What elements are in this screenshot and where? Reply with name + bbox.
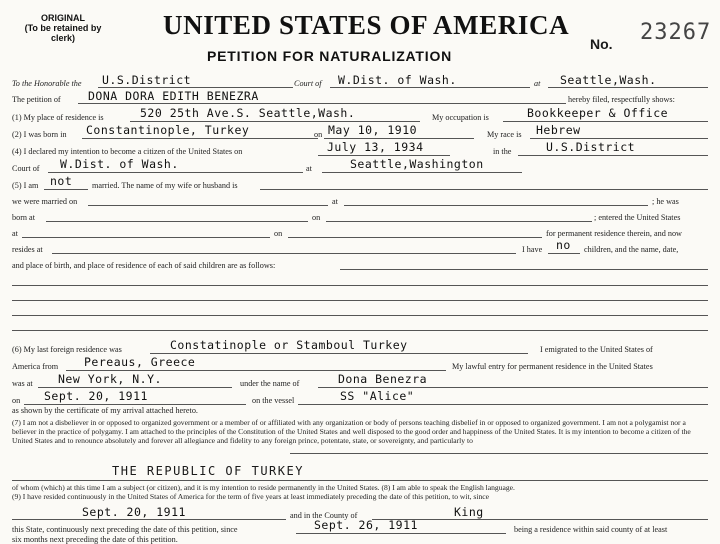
declaration-court: U.S.District — [546, 140, 636, 154]
declaration-at: Seattle,Washington — [350, 157, 484, 171]
county-label: and in the County of — [290, 511, 358, 520]
petitioner-name: DONA DORA EDITH BENEZRA — [88, 89, 259, 103]
entry-date-value: Sept. 20, 1911 — [44, 389, 148, 403]
residence-value: 520 25th Ave.S. Seattle,Wash. — [140, 106, 356, 120]
race-label: My race is — [487, 130, 522, 139]
born-on-label: on — [312, 213, 321, 222]
emigrated-label: I emigrated to the United States of — [540, 345, 653, 354]
six-months-label: six months next preceding the date of this petition. — [12, 535, 178, 544]
birthplace-label: (2) I was born in — [12, 130, 67, 139]
court-of-value: W.Dist. of Wash. — [338, 73, 457, 87]
i-have-label: I have — [522, 245, 543, 254]
declaration-in-label: in the — [493, 147, 512, 156]
entry-port-value: New York, N.Y. — [58, 372, 162, 386]
petition-of-label: The petition of — [12, 95, 61, 104]
declaration-at-label: at — [306, 164, 312, 173]
number-label: No. — [590, 36, 613, 52]
entry-on-label: on — [12, 396, 21, 405]
birthdate-on-label: on — [314, 130, 323, 139]
lawful-entry-label: My lawful entry for permanent residence in the United States — [452, 362, 653, 371]
entered-label: ; entered the United States — [594, 213, 681, 222]
petition-number: 23267 — [640, 20, 712, 45]
under-name-label: under the name of — [240, 379, 300, 388]
married-on-label: we were married on — [12, 197, 78, 206]
state-residence-label: this State, continuously next preceding the date of this petition, since — [12, 525, 238, 534]
born-at-label: born at — [12, 213, 35, 222]
intention-paragraph: of whom (which) at this time I am a subject (or citizen), and it is my intention to reside permanently in the United States. (8) I am able to speak the English language. — [12, 483, 515, 492]
entered-at-label: at — [12, 229, 18, 238]
residence-label: (1) My place of residence is — [12, 113, 104, 122]
document-subtitle: PETITION FOR NATURALIZATION — [207, 48, 453, 64]
county-value: King — [454, 505, 484, 519]
court-at-label: at — [534, 79, 541, 88]
foreign-residence-label: (6) My last foreign residence was — [12, 345, 122, 354]
residence-since-value: Sept. 20, 1911 — [82, 505, 186, 519]
was-at-label: was at — [12, 379, 33, 388]
declaration-court-of: W.Dist. of Wash. — [60, 157, 179, 171]
declaration-court-label: Court of — [12, 164, 40, 173]
retain-label: (To be retained by — [24, 23, 102, 33]
clerk-label: clerk) — [50, 33, 76, 43]
being-residence-label: being a residence within said county of at least — [514, 525, 668, 534]
vessel-value: SS "Alice" — [340, 389, 415, 403]
original-label: ORIGINAL — [41, 13, 85, 23]
original-stamp — [8, 13, 118, 43]
children-count: no — [556, 238, 571, 252]
emigrated-from-value: Pereaus, Greece — [84, 355, 196, 369]
residence-duration-paragraph: (9) I have resided continuously in the United States of America for the term of five years at least immediately preceding the date of this petition, to wit, since — [12, 492, 489, 501]
resides-at-label: resides at — [12, 245, 43, 254]
declaration-date: July 13, 1934 — [327, 140, 424, 154]
children-text: children, and the name, date, — [584, 245, 679, 254]
declaration-label: (4) I declared my intention to become a citizen of the United States on — [12, 147, 243, 156]
to-label: To the Honorable the — [12, 79, 82, 88]
court-type: U.S.District — [102, 73, 192, 87]
occupation-value: Bookkeeper & Office — [527, 106, 669, 120]
married-at-label: at — [332, 197, 338, 206]
he-was-label: ; he was — [652, 197, 679, 206]
marital-label: (5) I am — [12, 181, 39, 190]
marital-value: not — [50, 174, 73, 188]
perm-res-label: for permanent residence therein, and now — [546, 229, 682, 238]
birthdate-value: May 10, 1910 — [328, 123, 418, 137]
renounced-country: THE REPUBLIC OF TURKEY — [112, 464, 304, 478]
entry-name-value: Dona Benezra — [338, 372, 428, 386]
court-of-label: Court of — [294, 79, 322, 88]
certificate-label: as shown by the certificate of my arrival attached hereto. — [12, 406, 198, 415]
court-at-value: Seattle,Wash. — [560, 73, 657, 87]
occupation-label: My occupation is — [432, 113, 489, 122]
children-place-label: and place of birth, and place of residence of each of said children are as follows: — [12, 261, 276, 270]
race-value: Hebrew — [536, 123, 581, 137]
petition-suffix: hereby filed, respectfully shows: — [568, 95, 675, 104]
entered-on-label: on — [274, 229, 283, 238]
america-from-label: America from — [12, 362, 59, 371]
allegiance-paragraph: (7) I am not a disbeliever in or opposed to organized government or a member of or affiliated with any organization or body of persons teaching disbelief in or opposed to organized government. I am not a polygamist nor a believer in the practice of polygamy. I am attached to the principles of the Constitution of the United States and well disposed to the good order and happiness of the United States. It is my intention to become a citizen of the United States and to renounce absolutely and forever all allegiance and fidelity to any foreign prince, potentate, state, or sovereignty, and particularly to — [12, 418, 691, 445]
vessel-label: on the vessel — [252, 396, 295, 405]
state-since-value: Sept. 26, 1911 — [314, 518, 418, 532]
marital-text: married. The name of my wife or husband is — [92, 181, 238, 190]
foreign-residence-value: Constatinople or Stamboul Turkey — [170, 338, 408, 352]
birthplace-value: Constantinople, Turkey — [86, 123, 250, 137]
document-title: UNITED STATES OF AMERICA — [163, 10, 570, 40]
